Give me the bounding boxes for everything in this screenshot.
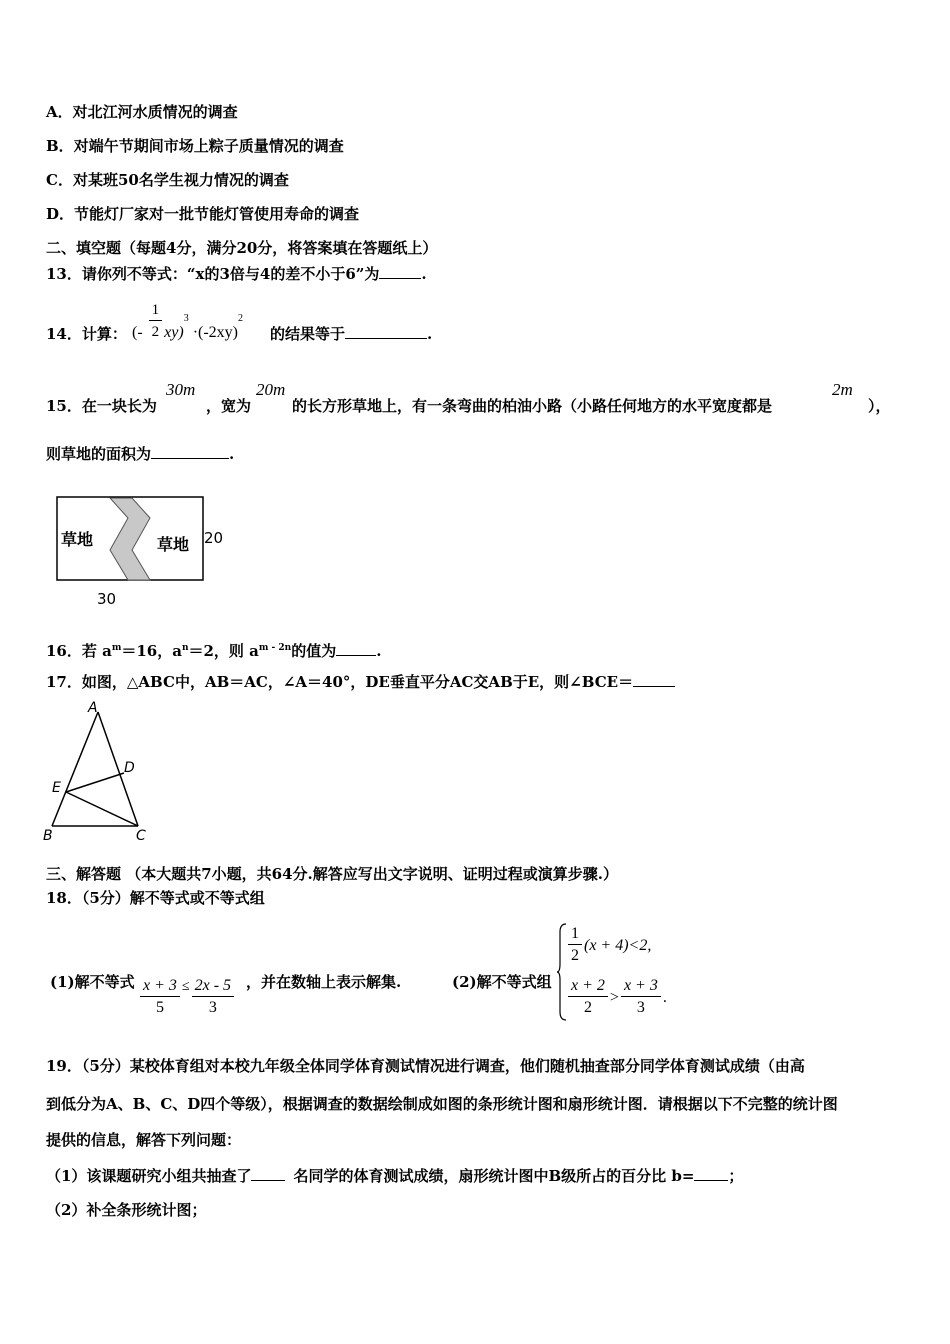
- vertex-C: C: [136, 828, 146, 844]
- segment-ED: [66, 773, 124, 792]
- option-b: [46, 136, 344, 156]
- q18-p1-frac1: [140, 976, 180, 1019]
- q19-line1: 19．（5分）某校体育组对本校九年级全体同学体育测试情况进行调查，他们随机抽查部分同学体育测试成绩（由高: [46, 1057, 805, 1075]
- q13-end: .: [421, 265, 427, 283]
- q15-figure: [40, 490, 240, 615]
- sys2-num1: x + 2: [568, 976, 608, 997]
- q16-text-b: ＝16，a: [121, 642, 182, 660]
- q15-end: .: [229, 445, 235, 463]
- q13-text: 13．请你列不等式：“x的3倍与4的差不小于6”为: [46, 265, 380, 283]
- lawn-left-label: 草地: [61, 530, 94, 549]
- q18-p1-tail: ，并在数轴上表示解集.: [246, 973, 402, 991]
- q14-end: .: [427, 325, 433, 343]
- q14-blank: [345, 324, 427, 339]
- q14-expr-b: xy): [164, 324, 184, 342]
- q17-figure: [40, 698, 170, 848]
- q16-sup-mn: m - 2n: [258, 643, 292, 653]
- sys2-op: >: [609, 989, 619, 1006]
- q17-blank: [633, 672, 675, 687]
- q18-p2-label: (2)解不等式组: [452, 973, 552, 991]
- q18-p1-den2: 3: [208, 999, 217, 1016]
- option-b-letter: B．: [46, 137, 74, 155]
- section2-heading: 二、填空题（每题4分，满分20分，将答案填在答题纸上）: [46, 239, 438, 257]
- option-a-text: 对北江河水质情况的调查: [72, 103, 238, 121]
- q19-sub1-b: 名同学的体育测试成绩，扇形统计图中B级所占的百分比 b=: [293, 1167, 695, 1185]
- option-c-text: 对某班50名学生视力情况的调查: [72, 171, 289, 189]
- q16: [46, 638, 381, 661]
- q16-text-d: 的值为: [291, 642, 337, 660]
- system-line2: [566, 976, 667, 1019]
- vertex-A: A: [88, 700, 98, 716]
- q18-p1-frac2: [192, 976, 234, 1019]
- section3-heading: 三、解答题 （本大题共7小题，共64分.解答应写出文字说明、证明过程或演算步骤.）: [46, 865, 618, 883]
- q18-p1-num1: x + 3: [140, 976, 180, 997]
- option-d-text: 节能灯厂家对一批节能灯管使用寿命的调查: [74, 205, 360, 223]
- q18-title: 18．（5分）解不等式或不等式组: [46, 889, 265, 907]
- q15-len: 30m: [166, 380, 196, 399]
- width-label: 30: [97, 590, 117, 608]
- q14-tail-text: 的结果等于: [270, 325, 346, 343]
- q18-p1-op: ≤: [181, 979, 190, 994]
- sys1-frac: [568, 924, 582, 967]
- option-c-letter: C．: [46, 171, 73, 189]
- q19-line3: 提供的信息，解答下列问题：: [46, 1131, 242, 1149]
- option-a: [46, 102, 238, 122]
- q15-part4: ），: [868, 397, 891, 415]
- option-d-letter: D．: [46, 205, 75, 223]
- q19-sub1: [46, 1166, 743, 1186]
- q16-blank: [336, 641, 376, 656]
- q14-tail: [270, 324, 432, 344]
- q15-line2-text: 则草地的面积为: [46, 445, 152, 463]
- q15-part3: 的长方形草地上，有一条弯曲的柏油小路（小路任何地方的水平宽度都是: [292, 397, 773, 415]
- sys2-end: .: [662, 989, 667, 1006]
- point-D: D: [124, 760, 135, 776]
- q14-expression: [132, 300, 243, 343]
- q19-blank2: [694, 1166, 728, 1181]
- q14-exp2: 2: [238, 312, 243, 324]
- q16-text-c: ＝2，则 a: [188, 642, 259, 660]
- q14-expr-a: (-: [132, 324, 143, 342]
- q18-p1-label: (1)解不等式: [50, 973, 135, 991]
- sys1-num: 1: [568, 924, 582, 945]
- q14-frac-num: 1: [149, 300, 163, 321]
- q15-part2: ，宽为: [206, 397, 252, 415]
- vertex-B: B: [43, 828, 53, 844]
- side-AB: [52, 712, 98, 826]
- q13-blank: [379, 264, 421, 279]
- option-a-letter: A．: [46, 103, 73, 121]
- sys2-frac1: [568, 976, 608, 1019]
- q14-fraction: [149, 300, 163, 343]
- q14-label: 14．计算：: [46, 325, 127, 343]
- q18-p1-num2: 2x - 5: [192, 976, 234, 997]
- sys2-num2: x + 3: [621, 976, 661, 997]
- sys2-den1: 2: [583, 999, 592, 1016]
- sys1-rest: (x + 4)<2,: [584, 937, 652, 954]
- q15-blank: [151, 444, 229, 459]
- q16-text-a: 16．若 a: [46, 642, 112, 660]
- point-E: E: [52, 780, 61, 796]
- q18-p1-expression: [138, 976, 236, 1019]
- option-c: [46, 170, 289, 190]
- q14-expr-c: ·(-2xy): [192, 324, 238, 342]
- q16-sup-n: n: [181, 643, 189, 653]
- q16-end: .: [376, 642, 382, 660]
- option-b-text: 对端午节期间市场上粽子质量情况的调查: [73, 137, 344, 155]
- system-line1: [566, 924, 651, 967]
- q13: [46, 264, 427, 284]
- q15-part1: 15．在一块长为: [46, 397, 157, 415]
- option-d: [46, 204, 359, 224]
- q16-sup-m: m: [111, 643, 122, 653]
- q17-text: 17．如图，△ABC中，AB＝AC，∠A＝40°，DE垂直平分AC交AB于E，则∠BCE＝: [46, 673, 634, 691]
- q14-exp1: 3: [183, 312, 189, 324]
- q19-sub2: （2）补全条形统计图；: [46, 1201, 207, 1219]
- sys2-frac2: [621, 976, 661, 1019]
- q19-blank1: [251, 1166, 285, 1181]
- q19-line2: 到低分为A、B、C、D四个等级），根据调查的数据绘制成如图的条形统计图和扇形统计图．请根据以下不完整的统计图: [46, 1095, 838, 1113]
- sys2-den2: 3: [636, 999, 645, 1016]
- q17: [46, 672, 675, 692]
- q15-road: 2m: [832, 380, 853, 399]
- q19-sub1-a: （1）该课题研究小组共抽查了: [46, 1167, 252, 1185]
- q15-wid: 20m: [256, 380, 286, 399]
- q18-p1-den1: 5: [155, 999, 164, 1016]
- q15-line2: [46, 444, 234, 464]
- q19-sub1-end: ；: [728, 1167, 744, 1185]
- sys1-den: 2: [571, 947, 579, 964]
- height-label: 20: [204, 529, 224, 547]
- lawn-right-label: 草地: [157, 535, 190, 554]
- q14-frac-den: 2: [151, 324, 160, 340]
